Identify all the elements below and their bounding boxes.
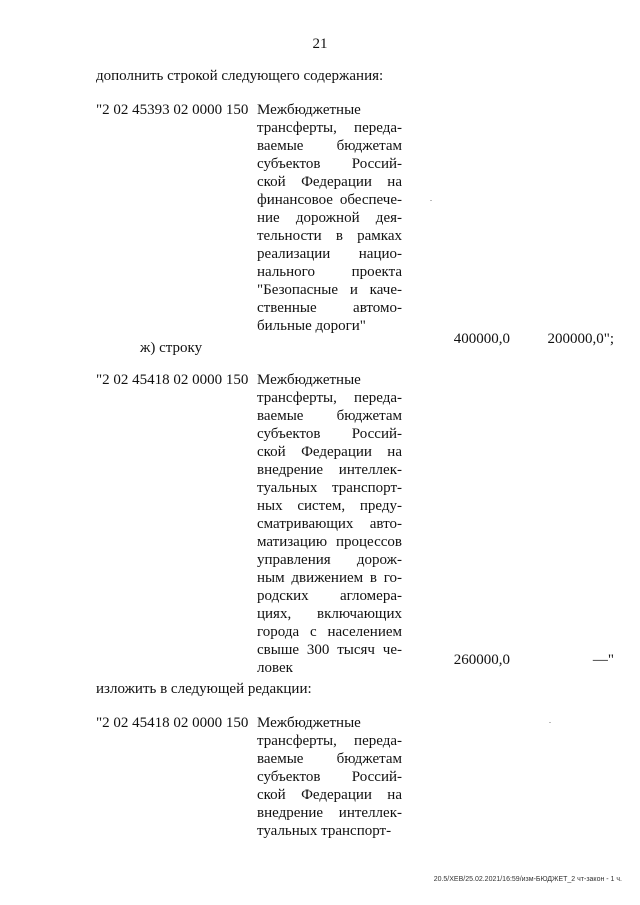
intro-replace-paragraph: изложить в следующей редакции: — [96, 681, 312, 697]
description-line: субъектов Россий- — [257, 426, 402, 442]
description-line: ваемые бюджетам — [257, 751, 402, 767]
description-block-2 — [257, 371, 402, 677]
description-line: родских агломера- — [257, 588, 402, 604]
description-line: ние дорожной дея- — [257, 210, 402, 226]
description-block-1 — [257, 101, 402, 335]
description-line: туальных транспорт- — [257, 480, 402, 496]
description-line: субъектов Россий- — [257, 769, 402, 785]
description-line: управления дорож- — [257, 552, 402, 568]
budget-code-3: "2 02 45418 02 0000 150 — [96, 715, 249, 731]
description-line: Межбюджетные — [257, 715, 361, 731]
description-line: нального проекта — [257, 264, 402, 280]
amount-2-first: 260000,0 — [453, 652, 510, 668]
description-line: города с населением — [257, 624, 402, 640]
description-line: ственные автомо- — [257, 300, 402, 316]
description-line: ской Федерации на — [257, 444, 402, 460]
description-line: финансовое обеспече- — [257, 192, 402, 208]
description-line: свыше 300 тысяч че- — [257, 642, 402, 658]
scan-speck — [549, 722, 551, 723]
description-line: ных систем, преду- — [257, 498, 402, 514]
description-line: ской Федерации на — [257, 174, 402, 190]
budget-code-2: "2 02 45418 02 0000 150 — [96, 372, 249, 388]
description-line: тельности в рамках — [257, 228, 402, 244]
description-block-3 — [257, 714, 402, 840]
description-line: внедрение интеллек- — [257, 462, 402, 478]
description-line: Межбюджетные — [257, 102, 361, 118]
amount-2-second: —" — [592, 652, 614, 668]
item-zh-label: ж) строку — [140, 340, 203, 356]
description-line: туальных транспорт- — [257, 823, 392, 839]
page-number: 21 — [312, 36, 328, 52]
amount-1-second: 200000,0"; — [547, 331, 614, 347]
description-line: сматривающих авто- — [257, 516, 402, 532]
description-line: циях, включающих — [257, 606, 402, 622]
description-line: матизацию процессов — [257, 534, 402, 550]
description-line: ской Федерации на — [257, 787, 402, 803]
amount-1-first: 400000,0 — [453, 331, 510, 347]
description-line: трансферты, переда- — [257, 120, 402, 136]
description-line: субъектов Россий- — [257, 156, 402, 172]
footer-stamp: 20.5/ХЕВ/25.02.2021/16:59/изм-БЮДЖЕТ_2 чт-закон - 1 ч. — [433, 876, 622, 883]
description-line: Межбюджетные — [257, 372, 361, 388]
description-line: ваемые бюджетам — [257, 408, 402, 424]
intro-add-paragraph: дополнить строкой следующего содержания: — [96, 68, 384, 84]
description-line: бильные дороги" — [257, 318, 366, 334]
description-line: внедрение интеллек- — [257, 805, 402, 821]
description-line: ваемые бюджетам — [257, 138, 402, 154]
budget-code-1: "2 02 45393 02 0000 150 — [96, 102, 249, 118]
description-line: реализации нацио- — [257, 246, 402, 262]
scan-speck — [430, 200, 432, 201]
description-line: трансферты, переда- — [257, 733, 402, 749]
description-line: ным движением в го- — [257, 570, 402, 586]
description-line: трансферты, переда- — [257, 390, 402, 406]
description-line: "Безопасные и каче- — [257, 282, 402, 298]
description-line: ловек — [257, 660, 293, 676]
